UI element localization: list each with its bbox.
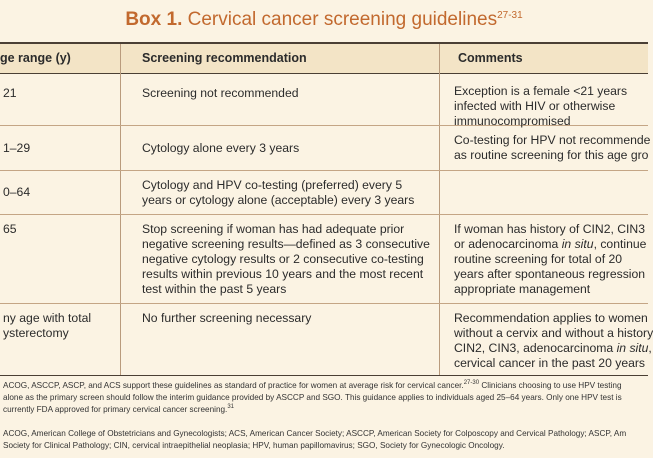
table-header-background — [0, 44, 648, 73]
box-title — [0, 9, 648, 31]
column-header-comments: Comments — [458, 51, 523, 65]
table-cell-recommendation: Screening not recommended — [142, 86, 299, 100]
abbreviations-line: Society for Clinical Pathology; CIN, cervical intraepithelial neoplasia; HPV, human papillomavirus; SGO, Society for Gynecologic Oncology. — [3, 441, 505, 450]
table-cell-age: 1–29 — [3, 141, 31, 155]
column-divider-2 — [439, 44, 440, 376]
footnote-line: currently FDA approved for primary cervical cancer screening.$^{31}$ — [3, 404, 235, 414]
table-cell-recommendation: Stop screening if woman has had adequate prior negative screening results—defined as 3 consecutive negative cytology results or 2 consecutive co-testing results within previous 10 years and the most recent test within the past 5 years — [142, 222, 430, 296]
column-divider-1 — [120, 44, 121, 376]
column-header-recommendation: Screening recommendation — [142, 51, 307, 65]
table-cell-comments: If woman has history of CIN2, CIN3 or adenocarcinoma in situ, continue routine screening for total of 20 years after spontaneous regression appropriate management — [454, 222, 647, 296]
table-cell-comments: Co-testing for HPV not recommende as routine screening for this age gro — [454, 133, 651, 162]
box-number: Box 1. — [125, 9, 183, 30]
table-cell-age: ny age with total ysterectomy — [3, 311, 92, 340]
table-cell-age: 0–64 — [3, 185, 31, 199]
table-cell-recommendation: Cytology and HPV co-testing (preferred) every 5 years or cytology alone (acceptable) every 3 years — [142, 178, 415, 207]
footnote-line: alone as the primary screen should follow the interim guidance provided by ASCCP and SGO. This guidance applies to individuals aged 25–64 years. Only one HPV test is — [3, 393, 622, 402]
row-divider — [0, 214, 648, 215]
row-divider — [0, 170, 648, 171]
table-cell-age: 21 — [3, 86, 17, 100]
footnote-line: ACOG, ASCCP, ASCP, and ACS support these guidelines as standard of practice for women at average risk for cervical cancer.$^{27-30}$ Clinicians choosing to use HPV testing — [3, 380, 622, 390]
column-header-age: ge range (y) — [0, 51, 71, 65]
abbreviations-line: ACOG, American College of Obstetricians and Gynecologists; ACS, American Cancer Society; ASCCP, American Society for Colposcopy and Cervical Pathology; ASCP, Am — [3, 429, 627, 438]
table-cell-comments: Exception is a female <21 years infected with HIV or otherwise immunocompromised — [454, 84, 628, 128]
table-cell-recommendation: Cytology alone every 3 years — [142, 141, 300, 155]
row-divider — [0, 303, 648, 304]
table-header-rule — [0, 73, 648, 74]
table-bottom-rule — [0, 375, 648, 376]
box-title-ref: 27-31 — [497, 10, 523, 21]
box-title-text: Cervical cancer screening guidelines — [187, 9, 498, 30]
table-cell-comments: Recommendation applies to women without a cervix and without a history CIN2, CIN3, adenocarcinoma in situ, cervical cancer in the past 20 years — [454, 311, 653, 370]
table-cell-recommendation: No further screening necessary — [142, 311, 312, 325]
table-cell-age: 65 — [3, 222, 17, 236]
